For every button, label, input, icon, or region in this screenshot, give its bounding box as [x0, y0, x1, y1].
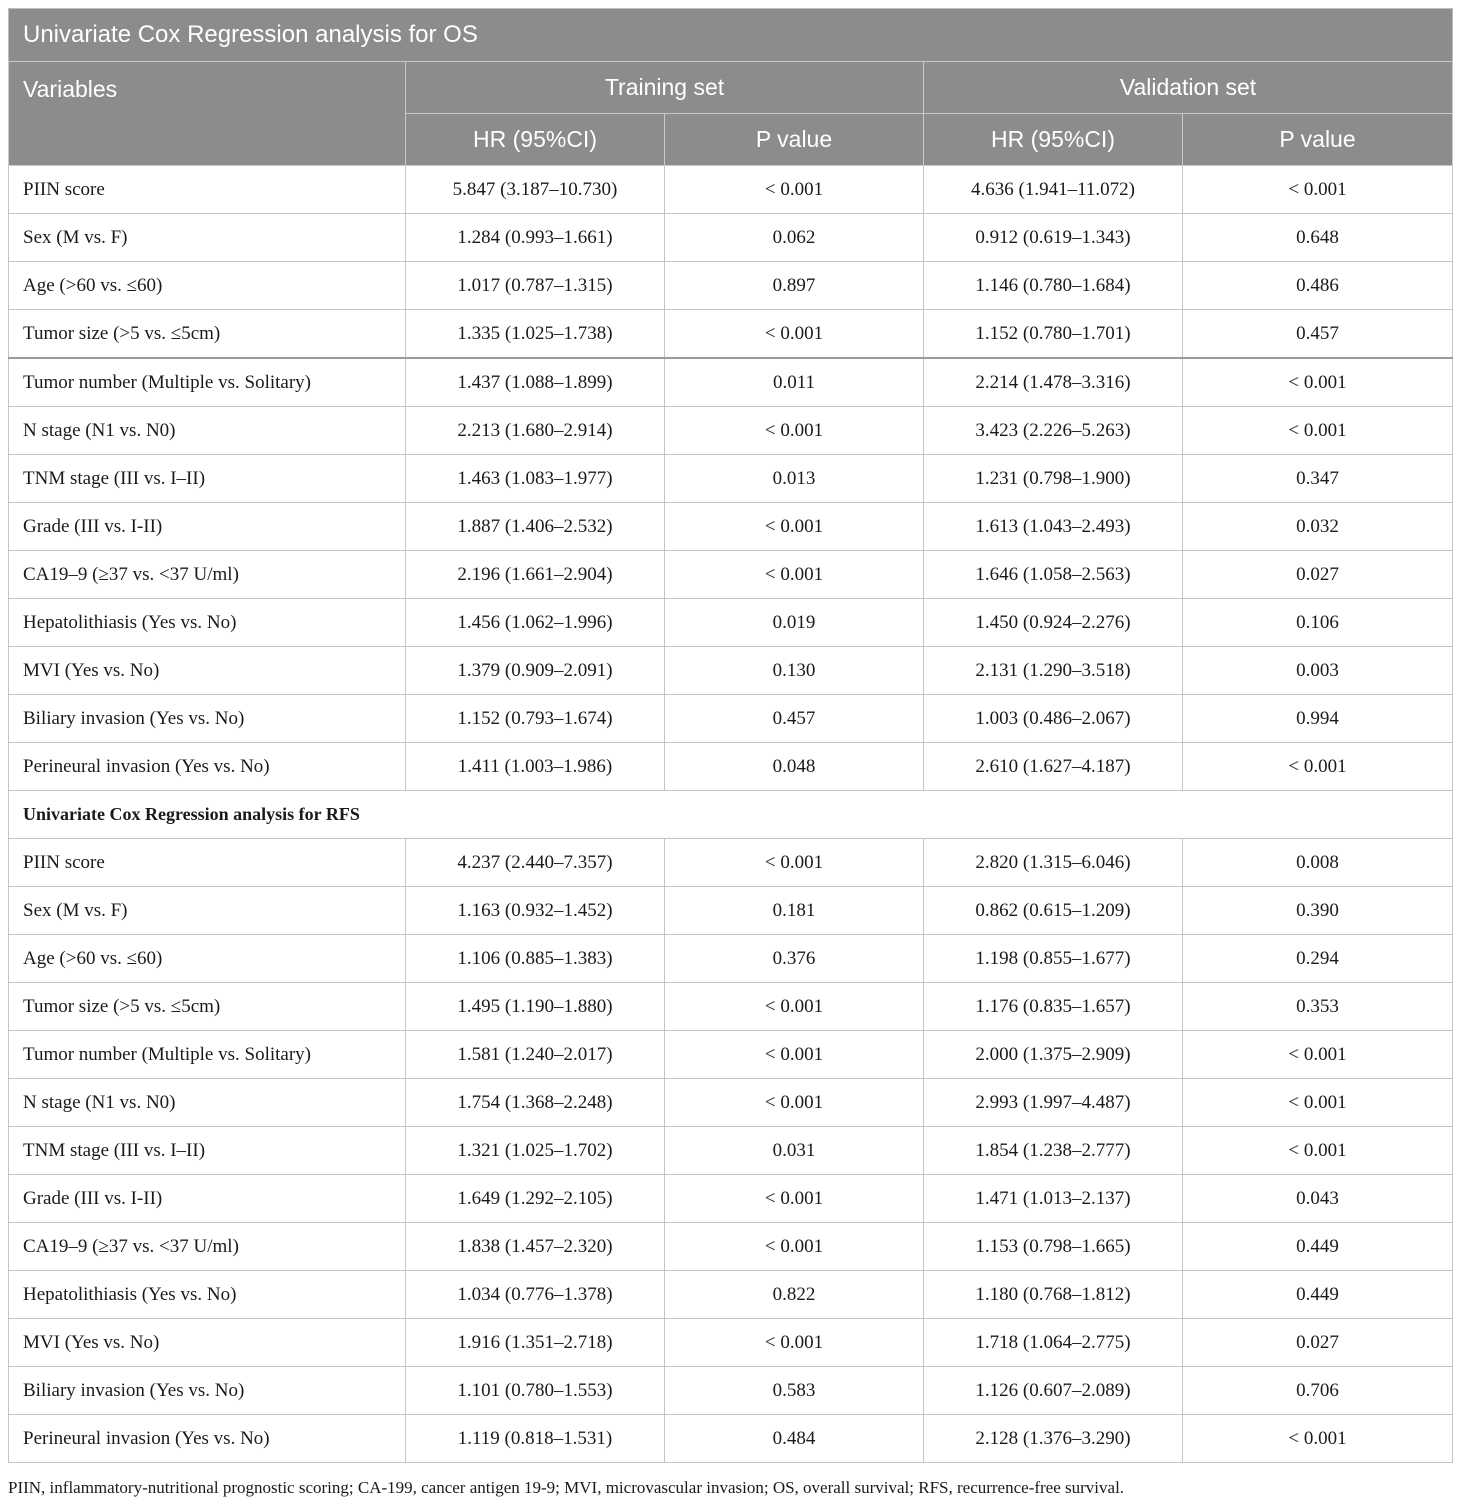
variable-cell: Hepatolithiasis (Yes vs. No)	[9, 1271, 406, 1319]
variable-cell: Tumor size (>5 vs. ≤5cm)	[9, 983, 406, 1031]
train-hr-cell: 1.335 (1.025–1.738)	[406, 310, 665, 359]
training-p-header: P value	[665, 114, 924, 166]
variable-cell: Grade (III vs. I-II)	[9, 1175, 406, 1223]
variables-header: Variables	[9, 62, 406, 166]
train-p-cell: 0.011	[665, 358, 924, 407]
val-p-cell: 0.994	[1183, 695, 1453, 743]
table-row	[9, 1271, 1453, 1319]
train-hr-cell: 1.754 (1.368–2.248)	[406, 1079, 665, 1127]
variable-cell: Tumor number (Multiple vs. Solitary)	[9, 358, 406, 407]
table-row	[9, 1127, 1453, 1175]
train-hr-cell: 1.463 (1.083–1.977)	[406, 455, 665, 503]
variable-cell: Perineural invasion (Yes vs. No)	[9, 743, 406, 791]
val-hr-cell: 2.820 (1.315–6.046)	[924, 839, 1183, 887]
val-hr-cell: 1.471 (1.013–2.137)	[924, 1175, 1183, 1223]
table-row	[9, 407, 1453, 455]
val-hr-cell: 1.718 (1.064–2.775)	[924, 1319, 1183, 1367]
val-hr-cell: 1.152 (0.780–1.701)	[924, 310, 1183, 359]
train-p-cell: < 0.001	[665, 983, 924, 1031]
val-p-cell: 0.027	[1183, 551, 1453, 599]
training-set-header: Training set	[406, 62, 924, 114]
train-p-cell: 0.013	[665, 455, 924, 503]
train-p-cell: < 0.001	[665, 1223, 924, 1271]
table-row	[9, 839, 1453, 887]
train-hr-cell: 2.213 (1.680–2.914)	[406, 407, 665, 455]
val-p-cell: 0.457	[1183, 310, 1453, 359]
table-row	[9, 455, 1453, 503]
train-p-cell: < 0.001	[665, 1031, 924, 1079]
table-row	[9, 1319, 1453, 1367]
train-p-cell: 0.130	[665, 647, 924, 695]
train-hr-cell: 1.495 (1.190–1.880)	[406, 983, 665, 1031]
train-hr-cell: 5.847 (3.187–10.730)	[406, 166, 665, 214]
variable-cell: N stage (N1 vs. N0)	[9, 407, 406, 455]
val-hr-cell: 2.131 (1.290–3.518)	[924, 647, 1183, 695]
val-p-cell: 0.390	[1183, 887, 1453, 935]
val-hr-cell: 1.231 (0.798–1.900)	[924, 455, 1183, 503]
val-p-cell: 0.032	[1183, 503, 1453, 551]
variable-cell: CA19–9 (≥37 vs. <37 U/ml)	[9, 551, 406, 599]
train-p-cell: < 0.001	[665, 407, 924, 455]
train-p-cell: < 0.001	[665, 1319, 924, 1367]
train-p-cell: < 0.001	[665, 503, 924, 551]
validation-hr-header: HR (95%CI)	[924, 114, 1183, 166]
val-p-cell: < 0.001	[1183, 166, 1453, 214]
val-hr-cell: 1.126 (0.607–2.089)	[924, 1367, 1183, 1415]
variable-cell: MVI (Yes vs. No)	[9, 647, 406, 695]
table-row	[9, 1175, 1453, 1223]
train-p-cell: 0.019	[665, 599, 924, 647]
val-hr-cell: 2.214 (1.478–3.316)	[924, 358, 1183, 407]
train-hr-cell: 1.284 (0.993–1.661)	[406, 214, 665, 262]
train-p-cell: 0.484	[665, 1415, 924, 1463]
train-p-cell: 0.376	[665, 935, 924, 983]
table-row	[9, 262, 1453, 310]
table-row	[9, 1223, 1453, 1271]
table-row	[9, 310, 1453, 359]
train-p-cell: 0.897	[665, 262, 924, 310]
val-hr-cell: 1.854 (1.238–2.777)	[924, 1127, 1183, 1175]
variable-cell: Sex (M vs. F)	[9, 887, 406, 935]
train-hr-cell: 4.237 (2.440–7.357)	[406, 839, 665, 887]
validation-set-header: Validation set	[924, 62, 1453, 114]
val-hr-cell: 3.423 (2.226–5.263)	[924, 407, 1183, 455]
table-row	[9, 983, 1453, 1031]
variable-cell: N stage (N1 vs. N0)	[9, 1079, 406, 1127]
variable-cell: Tumor size (>5 vs. ≤5cm)	[9, 310, 406, 359]
val-hr-cell: 2.610 (1.627–4.187)	[924, 743, 1183, 791]
table-row	[9, 887, 1453, 935]
val-p-cell: 0.106	[1183, 599, 1453, 647]
variable-cell: Grade (III vs. I-II)	[9, 503, 406, 551]
cox-regression-table	[8, 8, 1453, 1463]
val-hr-cell: 1.198 (0.855–1.677)	[924, 935, 1183, 983]
train-hr-cell: 1.119 (0.818–1.531)	[406, 1415, 665, 1463]
regression-table-container	[8, 8, 1452, 1463]
train-hr-cell: 1.649 (1.292–2.105)	[406, 1175, 665, 1223]
train-hr-cell: 2.196 (1.661–2.904)	[406, 551, 665, 599]
variable-cell: Age (>60 vs. ≤60)	[9, 935, 406, 983]
training-hr-header: HR (95%CI)	[406, 114, 665, 166]
train-hr-cell: 1.152 (0.793–1.674)	[406, 695, 665, 743]
variable-cell: Perineural invasion (Yes vs. No)	[9, 1415, 406, 1463]
val-p-cell: 0.003	[1183, 647, 1453, 695]
val-hr-cell: 1.180 (0.768–1.812)	[924, 1271, 1183, 1319]
val-p-cell: 0.648	[1183, 214, 1453, 262]
table-row	[9, 743, 1453, 791]
val-p-cell: < 0.001	[1183, 358, 1453, 407]
variable-cell: Biliary invasion (Yes vs. No)	[9, 695, 406, 743]
table-row	[9, 599, 1453, 647]
variable-cell: TNM stage (III vs. I–II)	[9, 455, 406, 503]
train-hr-cell: 1.163 (0.932–1.452)	[406, 887, 665, 935]
val-p-cell: 0.294	[1183, 935, 1453, 983]
train-hr-cell: 1.456 (1.062–1.996)	[406, 599, 665, 647]
rfs-section-title: Univariate Cox Regression analysis for RFS	[9, 791, 1453, 839]
val-hr-cell: 1.153 (0.798–1.665)	[924, 1223, 1183, 1271]
train-p-cell: < 0.001	[665, 1175, 924, 1223]
val-hr-cell: 4.636 (1.941–11.072)	[924, 166, 1183, 214]
val-p-cell: 0.027	[1183, 1319, 1453, 1367]
train-hr-cell: 1.838 (1.457–2.320)	[406, 1223, 665, 1271]
variable-cell: PIIN score	[9, 166, 406, 214]
table-row	[9, 695, 1453, 743]
val-hr-cell: 0.862 (0.615–1.209)	[924, 887, 1183, 935]
val-p-cell: 0.449	[1183, 1271, 1453, 1319]
train-hr-cell: 1.017 (0.787–1.315)	[406, 262, 665, 310]
val-p-cell: < 0.001	[1183, 407, 1453, 455]
variable-cell: Tumor number (Multiple vs. Solitary)	[9, 1031, 406, 1079]
train-p-cell: 0.583	[665, 1367, 924, 1415]
variable-cell: Age (>60 vs. ≤60)	[9, 262, 406, 310]
variable-cell: PIIN score	[9, 839, 406, 887]
val-p-cell: < 0.001	[1183, 743, 1453, 791]
val-p-cell: < 0.001	[1183, 1127, 1453, 1175]
variable-cell: MVI (Yes vs. No)	[9, 1319, 406, 1367]
val-hr-cell: 2.128 (1.376–3.290)	[924, 1415, 1183, 1463]
val-hr-cell: 1.176 (0.835–1.657)	[924, 983, 1183, 1031]
variable-cell: Sex (M vs. F)	[9, 214, 406, 262]
train-hr-cell: 1.106 (0.885–1.383)	[406, 935, 665, 983]
train-p-cell: < 0.001	[665, 839, 924, 887]
train-p-cell: 0.031	[665, 1127, 924, 1175]
val-p-cell: 0.043	[1183, 1175, 1453, 1223]
table-title: Univariate Cox Regression analysis for OS	[9, 9, 1453, 62]
table-row	[9, 214, 1453, 262]
train-hr-cell: 1.321 (1.025–1.702)	[406, 1127, 665, 1175]
val-hr-cell: 1.646 (1.058–2.563)	[924, 551, 1183, 599]
train-hr-cell: 1.437 (1.088–1.899)	[406, 358, 665, 407]
validation-p-header: P value	[1183, 114, 1453, 166]
table-row	[9, 1079, 1453, 1127]
table-footnote: PIIN, inflammatory-nutritional prognostic scoring; CA-199, cancer antigen 19-9; MVI, microvascular invasion; OS, overall survival; RFS, recurrence-free survival.	[8, 1478, 1125, 1497]
table-row	[9, 1367, 1453, 1415]
val-p-cell: 0.008	[1183, 839, 1453, 887]
train-hr-cell: 1.916 (1.351–2.718)	[406, 1319, 665, 1367]
train-p-cell: < 0.001	[665, 310, 924, 359]
table-row	[9, 935, 1453, 983]
val-hr-cell: 0.912 (0.619–1.343)	[924, 214, 1183, 262]
train-hr-cell: 1.101 (0.780–1.553)	[406, 1367, 665, 1415]
table-row	[9, 647, 1453, 695]
table-row	[9, 551, 1453, 599]
variable-cell: Biliary invasion (Yes vs. No)	[9, 1367, 406, 1415]
val-p-cell: < 0.001	[1183, 1415, 1453, 1463]
val-p-cell: 0.449	[1183, 1223, 1453, 1271]
val-hr-cell: 1.146 (0.780–1.684)	[924, 262, 1183, 310]
val-p-cell: 0.353	[1183, 983, 1453, 1031]
val-hr-cell: 1.003 (0.486–2.067)	[924, 695, 1183, 743]
table-row	[9, 503, 1453, 551]
train-hr-cell: 1.034 (0.776–1.378)	[406, 1271, 665, 1319]
train-p-cell: 0.048	[665, 743, 924, 791]
rfs-section-row	[9, 791, 1453, 839]
table-row	[9, 166, 1453, 214]
val-hr-cell: 1.450 (0.924–2.276)	[924, 599, 1183, 647]
val-hr-cell: 2.000 (1.375–2.909)	[924, 1031, 1183, 1079]
train-p-cell: 0.457	[665, 695, 924, 743]
variable-cell: TNM stage (III vs. I–II)	[9, 1127, 406, 1175]
train-hr-cell: 1.887 (1.406–2.532)	[406, 503, 665, 551]
train-p-cell: 0.181	[665, 887, 924, 935]
table-row	[9, 358, 1453, 407]
val-p-cell: 0.486	[1183, 262, 1453, 310]
val-p-cell: < 0.001	[1183, 1079, 1453, 1127]
train-hr-cell: 1.379 (0.909–2.091)	[406, 647, 665, 695]
train-p-cell: < 0.001	[665, 166, 924, 214]
train-p-cell: < 0.001	[665, 1079, 924, 1127]
val-hr-cell: 2.993 (1.997–4.487)	[924, 1079, 1183, 1127]
train-p-cell: 0.062	[665, 214, 924, 262]
table-row	[9, 1031, 1453, 1079]
train-p-cell: < 0.001	[665, 551, 924, 599]
train-hr-cell: 1.581 (1.240–2.017)	[406, 1031, 665, 1079]
train-p-cell: 0.822	[665, 1271, 924, 1319]
val-p-cell: 0.706	[1183, 1367, 1453, 1415]
val-hr-cell: 1.613 (1.043–2.493)	[924, 503, 1183, 551]
val-p-cell: 0.347	[1183, 455, 1453, 503]
table-body	[9, 166, 1453, 1463]
variable-cell: CA19–9 (≥37 vs. <37 U/ml)	[9, 1223, 406, 1271]
table-row	[9, 1415, 1453, 1463]
variable-cell: Hepatolithiasis (Yes vs. No)	[9, 599, 406, 647]
val-p-cell: < 0.001	[1183, 1031, 1453, 1079]
train-hr-cell: 1.411 (1.003–1.986)	[406, 743, 665, 791]
